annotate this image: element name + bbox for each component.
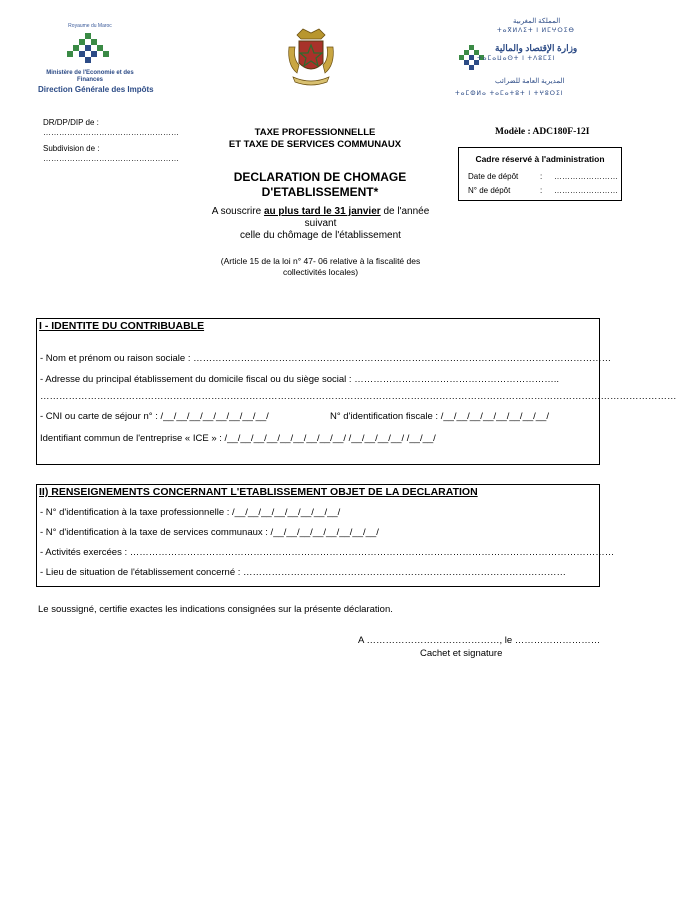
nom-field[interactable]: - Nom et prénom ou raison sociale : …………………………………………………………………………………………………………………… xyxy=(40,353,612,364)
law-reference-line2: collectivités locales) xyxy=(282,267,359,277)
colon: : xyxy=(540,172,543,181)
ar-kingdom-label: المملكة المغربية xyxy=(513,18,561,25)
admin-reserved-box xyxy=(458,147,622,201)
tifinagh-ministry-label: ⵜⴰⵎⴰⵡⴰⵙⵜ ⵏ ⵜⴷⵓⵎⵉⵏ xyxy=(477,56,556,62)
ministry-label: Ministère de l'Economie et des Finances xyxy=(46,70,134,83)
deadline-line2: suivant xyxy=(304,218,337,229)
subdivision-label: Subdivision de : xyxy=(43,144,100,153)
dgi-logo xyxy=(40,15,180,100)
deadline-post: de l'année xyxy=(380,206,430,217)
adresse-continuation[interactable]: ………………………………………………………………………………………………………………………………………………………………………………… xyxy=(40,391,677,402)
tax-title-line1: TAXE PROFESSIONNELLE xyxy=(254,127,376,138)
tsc-id-field[interactable]: - N° d'identification à la taxe de services communaux : /__/__/__/__/__/__/__/__/ xyxy=(40,527,379,538)
adresse-field[interactable]: - Adresse du principal établissement du domicile fiscal ou du siège social : ……………………………………………………….. xyxy=(40,374,559,385)
signature-label: Cachet et signature xyxy=(420,648,503,659)
deadline-pre: A souscrire xyxy=(211,206,264,217)
id-fiscal-field[interactable]: N° d'identification fiscale : /__/__/__/__/__/__/__/__/ xyxy=(330,411,549,422)
office-fields xyxy=(43,118,179,164)
declaration-title-line1: DECLARATION DE CHOMAGE xyxy=(233,170,407,184)
colon: : xyxy=(540,186,543,195)
direction-label: Direction Générale des Impôts xyxy=(38,85,154,94)
kingdom-label: Royaume du Maroc xyxy=(68,23,112,29)
date-depot-row xyxy=(468,172,618,181)
ice-field[interactable]: Identifiant commun de l'entreprise « ICE » : /__/__/__/__/__/__/__/__/__/ /__/__/__/__/ /__/__/ xyxy=(40,433,436,444)
deadline-note xyxy=(193,206,448,242)
dr-dots: …………………………………………… xyxy=(43,128,179,137)
section-etablissement xyxy=(36,484,615,587)
place-date-field[interactable]: A ……………………………………, le ……………………… xyxy=(358,635,601,646)
law-reference xyxy=(198,256,443,278)
certification-text: Le soussigné, certifie exactes les indications consignées sur la présente déclaration. xyxy=(38,604,393,615)
declaration-title-line2: D'ETABLISSEMENT* xyxy=(261,185,379,199)
ministry-logo-right xyxy=(455,15,605,105)
lieu-field[interactable]: - Lieu de situation de l'établissement concerné : ………………………………………………………………………………………… xyxy=(40,567,567,578)
dr-label: DR/DP/DIP de : xyxy=(43,118,99,127)
declaration-title xyxy=(205,170,435,200)
royal-crest-icon xyxy=(283,25,339,89)
date-depot-label: Date de dépôt xyxy=(468,172,519,181)
section1-title: I - IDENTITE DU CONTRIBUABLE xyxy=(39,320,205,332)
tax-title-line2: ET TAXE DE SERVICES COMMUNAUX xyxy=(228,139,402,150)
section2-title: II) RENSEIGNEMENTS CONCERNANT L'ETABLISSEMENT OBJET DE LA DECLARATION xyxy=(39,486,478,498)
deadline-line3: celle du chômage de l'établissement xyxy=(240,230,401,241)
ar-direction-label: المديرية العامة للضرائب xyxy=(495,78,565,85)
num-depot-dots: …………………… xyxy=(554,186,618,195)
section-identite xyxy=(36,318,677,465)
tifinagh-direction-label: ⵜⴰⵎⵀⵍⴰ ⵜⴰⵎⴰⵜⵓⵜ ⵏ ⵜⵖⵓⵔⵉⵏ xyxy=(455,91,564,97)
num-depot-label: N° de dépôt xyxy=(468,186,511,195)
activites-field[interactable]: - Activités exercées : ……………………………………………………………………………………………………………………………………… xyxy=(40,547,615,558)
deadline-date: au plus tard le 31 janvier xyxy=(263,206,381,217)
tp-id-field[interactable]: - N° d'identification à la taxe professionnelle : /__/__/__/__/__/__/__/__/ xyxy=(40,507,341,518)
dgi-emblem-icon xyxy=(65,31,115,71)
model-reference: Modèle : ADC180F-12I xyxy=(495,127,590,137)
admin-box-title: Cadre réservé à l'administration xyxy=(475,154,605,164)
date-depot-dots: …………………… xyxy=(554,172,618,181)
tifinagh-kingdom-label: ⵜⴰⴳⵍⴷⵉⵜ ⵏ ⵍⵎⵖⵔⵉⴱ xyxy=(497,28,575,34)
law-reference-line1: (Article 15 de la loi n° 47- 06 relative à la fiscalité des xyxy=(220,256,421,266)
ar-ministry-label: وزارة الإقتصاد والمالية xyxy=(495,43,578,53)
num-depot-row xyxy=(468,186,618,195)
tax-title xyxy=(210,127,420,151)
subdivision-dots: …………………………………………… xyxy=(43,154,179,163)
cni-field[interactable]: - CNI ou carte de séjour n° : /__/__/__/__/__/__/__/__/ xyxy=(40,411,269,422)
